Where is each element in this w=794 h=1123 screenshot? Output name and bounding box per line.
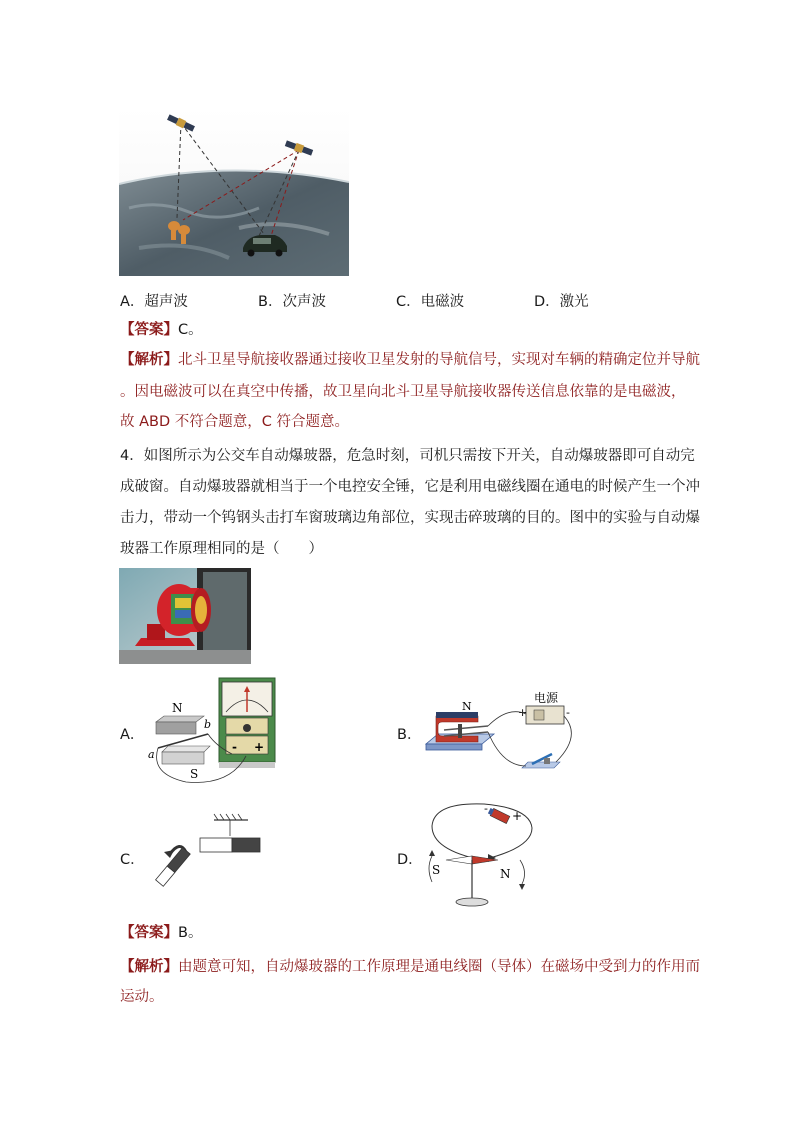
fig-b-minus: - (566, 706, 570, 719)
q3-analysis-line-3: 故 ABD 不符合题意，C 符合题意。 (120, 414, 349, 430)
fig-b-power-label: 电源 (534, 691, 559, 705)
q4-answer (120, 923, 202, 943)
fig-d-s: S (432, 863, 441, 877)
q4-option-a-label: A． (120, 727, 145, 743)
q4-stem-line-2: 成破窗。自动爆玻器就相当于一个电控安全锤，它是利用电磁线圈在通电的时候产生一个冲 (120, 479, 700, 495)
fig-d-plus: + (512, 809, 523, 823)
q4-option-d-label: D． (397, 852, 423, 868)
q3-analysis-line-2: 。因电磁波可以在真空中传播，故卫星向北斗卫星导航接收器传送信息依靠的是电磁波， (120, 384, 686, 400)
fig-a-s: S (190, 767, 199, 781)
q4-stem-line-4: 玻器工作原理相同的是（ ） (120, 541, 323, 557)
q3-analysis-line-1 (120, 350, 700, 370)
fig-a-plus: + (254, 740, 265, 754)
answer-value: B。 (178, 925, 203, 941)
q4-analysis-line-2: 运动。 (120, 989, 164, 1005)
analysis-text: 北斗卫星导航接收器通过接收卫星发射的导航信号，实现对车辆的精确定位并导航 (178, 352, 700, 368)
fig-a-minus: - (232, 740, 237, 754)
fig-a-b: b (204, 718, 212, 731)
fig-a-n: N (172, 701, 183, 715)
fig-d-oersted-experiment (424, 798, 536, 916)
analysis-tag: 【解析】 (120, 352, 178, 368)
fig-d-n: N (500, 867, 511, 881)
q4-analysis-line-1 (120, 957, 700, 977)
analysis-text: 由题意可知，自动爆玻器的工作原理是通电线圈（导体）在磁场中受到力的作用而 (178, 959, 700, 975)
window-breaker-photo (119, 568, 251, 664)
analysis-tag: 【解析】 (120, 959, 178, 975)
fig-b-n: N (462, 700, 472, 713)
satellite-navigation-figure (119, 108, 349, 276)
fig-b-plus: + (518, 706, 528, 719)
q3-option-b: B．次声波 (258, 294, 326, 310)
q3-option-c: C．电磁波 (396, 294, 465, 310)
answer-tag: 【答案】 (120, 322, 178, 338)
fig-a-a: a (148, 748, 155, 761)
q3-answer (120, 320, 203, 340)
answer-value: C。 (178, 322, 203, 338)
answer-tag: 【答案】 (120, 925, 178, 941)
q4-option-c-label: C． (120, 852, 145, 868)
fig-d-minus: - (484, 802, 488, 815)
q4-stem-line-3: 击力，带动一个钨钢头击打车窗玻璃边角部位，实现击碎玻璃的目的。图中的实验与自动爆 (120, 510, 700, 526)
q3-option-d: D．激光 (534, 294, 589, 310)
fig-a-galvanometer-induction (146, 676, 278, 786)
q4-stem-line-1: 4．如图所示为公交车自动爆玻器，危急时刻，司机只需按下开关，自动爆玻器即可自动完 (120, 448, 695, 464)
q3-option-a: A．超声波 (120, 294, 188, 310)
q4-option-b-label: B． (397, 727, 422, 743)
fig-c-magnet-magnetization (144, 810, 266, 898)
fig-b-motor-principle (422, 686, 582, 776)
